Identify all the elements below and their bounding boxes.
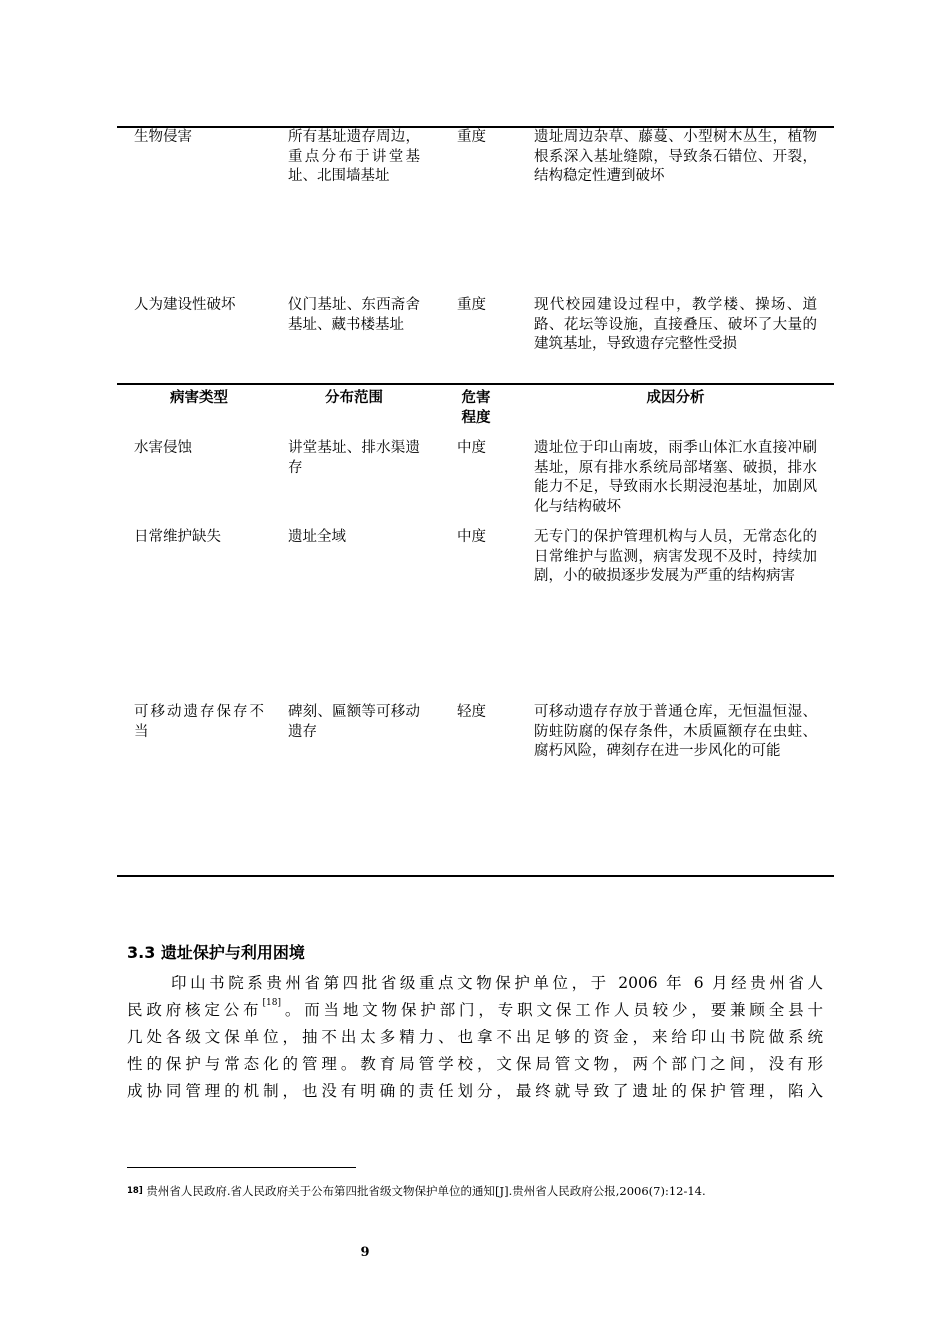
- footnote: [127, 1182, 823, 1201]
- table-cell-severity: 中度: [457, 529, 486, 545]
- paragraph-line: 几处各级文保单位，抽不出太多精力、也拿不出足够的资金，来给印山书院做系统: [127, 1028, 823, 1046]
- table-cell-cause: 无专门的保护管理机构与人员，无常态化的日常维护与监测，病害发现不及时，持续加剧，小的破损逐步发展为严重的结构病害: [534, 529, 817, 584]
- table-header-severity-line1: 危害: [461, 390, 491, 406]
- citation-mark: [18]: [262, 998, 281, 1008]
- table-header-severity: [451, 389, 501, 428]
- table-cell-severity: 轻度: [457, 704, 486, 720]
- table-cell-type: 可移动遗存保存不当: [134, 704, 264, 740]
- footnote-mark: 18]: [127, 1186, 143, 1196]
- table-cell-type: 日常维护缺失: [134, 529, 221, 545]
- table-bottom-rule: [117, 875, 834, 877]
- table-cell-range: 所有基址遗存周边，重点分布于讲堂基址、北围墙基址: [288, 129, 420, 184]
- page-number: 9: [360, 1245, 370, 1260]
- table-cell-type: 人为建设性破坏: [134, 297, 236, 313]
- table-cell-severity: 重度: [457, 297, 486, 313]
- table-header-range: 分布范围: [325, 390, 383, 406]
- section-title: 3.3 遗址保护与利用困境: [127, 943, 305, 962]
- paragraph-line: 印山书院系贵州省第四批省级重点文物保护单位，于 2006 年 6 月经贵州省人: [171, 974, 823, 992]
- table-header-cause: 成因分析: [646, 390, 705, 406]
- footnote-text: 贵州省人民政府.省人民政府关于公布第四批省级文物保护单位的通知[J].贵州省人民政府公报,2006(7):12-14.: [146, 1184, 706, 1198]
- table-header-type: 病害类型: [170, 390, 228, 406]
- table-header-severity-line2: 程度: [461, 409, 491, 426]
- table-header-rule: [117, 383, 834, 385]
- footnote-separator: [127, 1167, 356, 1168]
- paragraph-line: 性的保护与常态化的管理。教育局管学校，文保局管文物，两个部门之间，没有形: [127, 1055, 823, 1073]
- table-cell-range: 碑刻、匾额等可移动遗存: [288, 704, 420, 740]
- paragraph-line: [127, 997, 823, 1024]
- table-cell-cause: 现代校园建设过程中，教学楼、操场、道路、花坛等设施，直接叠压、破坏了大量的建筑基址，导致遗存完整性受损: [534, 297, 817, 352]
- table-cell-severity: 中度: [457, 440, 486, 456]
- paragraph-text: 。而当地文物保护部门，专职文保工作人员较少，要兼顾全县十: [280, 1001, 823, 1019]
- paragraph-line: 成协同管理的机制，也没有明确的责任划分，最终就导致了遗址的保护管理，陷入: [127, 1082, 823, 1100]
- table-cell-cause: 可移动遗存存放于普通仓库，无恒温恒湿、防蛀防腐的保存条件，木质匾额存在虫蛀、腐朽风险，碑刻存在进一步风化的可能: [534, 704, 817, 759]
- table-cell-range: 遗址全域: [288, 529, 346, 545]
- table-cell-cause: 遗址位于印山南坡，雨季山体汇水直接冲刷基址，原有排水系统局部堵塞、破损，排水能力不足，导致雨水长期浸泡基址，加剧风化与结构破坏: [534, 440, 817, 515]
- table-cell-range: 讲堂基址、排水渠遗存: [288, 440, 420, 476]
- table-cell-type: 生物侵害: [134, 129, 192, 145]
- table-cell-range: 仪门基址、东西斋舍基址、藏书楼基址: [288, 297, 420, 333]
- table-cell-cause: 遗址周边杂草、藤蔓、小型树木丛生，植物根系深入基址缝隙，导致条石错位、开裂，结构稳定性遭到破坏: [534, 129, 817, 184]
- table-cell-severity: 重度: [457, 129, 486, 145]
- table-cell-type: 水害侵蚀: [134, 440, 192, 456]
- paragraph-text: 民政府核定公布: [127, 1001, 263, 1019]
- body-paragraph: [127, 970, 823, 1105]
